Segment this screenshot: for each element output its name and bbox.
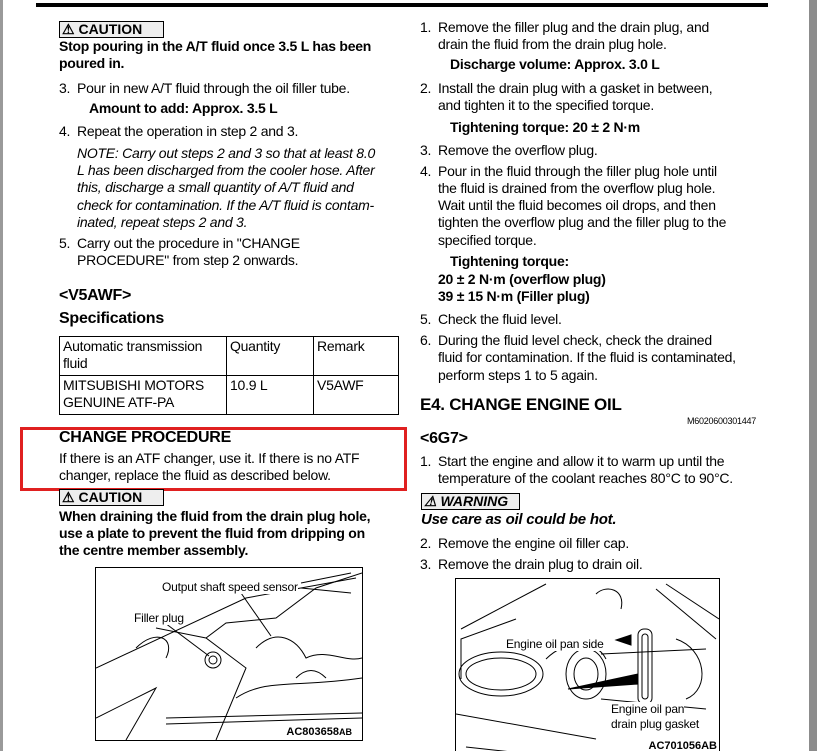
step-text: Check the fluid level. [438,311,562,327]
step-text: Install the drain plug with a gasket in between, [438,80,713,96]
table-row [60,376,399,415]
discharge-spec: Discharge volume: Approx. 3.0 L [450,56,660,72]
step-text: the fluid is drained from the overflow plug hole. [438,180,716,196]
step-text: perform steps 1 to 5 again. [438,367,598,383]
amount-spec: Amount to add: Approx. 3.5 L [89,100,278,116]
step-number: 3. [59,80,71,96]
caution-text-line: Stop pouring in the A/T fluid once 3.5 L has been [59,38,372,54]
step-number: 1. [420,19,432,35]
step-number: 3. [420,556,432,572]
note-line: NOTE: Carry out steps 2 and 3 so that at least 8.0 [77,145,375,161]
table-cell: V5AWF [314,376,399,415]
caution-text: CAUTION [78,489,143,505]
figure-id-text: AC803658 [286,726,339,738]
note-line: inated, repeat steps 2 and 3. [77,214,248,230]
caution-label [59,21,164,38]
caution-label [59,489,164,506]
step-text: Pour in new A/T fluid through the oil filler tube. [77,80,350,96]
step-text: Carry out the procedure in "CHANGE [77,235,300,251]
figure-id-text: AC701056 [648,740,702,751]
torque-spec: 20 ± 2 N·m (overflow plug) [438,271,606,287]
step-number: 5. [420,311,432,327]
step-number: 5. [59,235,71,251]
table-header: Remark [314,337,399,376]
note-line: check for contamination. If the A/T fluid is contam- [77,197,374,213]
change-text-line: If there is an ATF changer, use it. If there is no ATF [59,450,360,466]
caution-text-line: use a plate to prevent the fluid from dripping on [59,525,365,541]
figure-id [649,740,717,751]
caution-text-line: the centre member assembly. [59,542,249,558]
table-cell: 10.9 L [227,376,314,415]
step-text: Remove the overflow plug. [438,142,598,158]
warning-triangle-icon: ⚠ [424,493,437,509]
step-number: 3. [420,142,432,158]
step-text: PROCEDURE" from step 2 onwards. [77,252,299,268]
figure-label: Engine oil pan [611,702,685,716]
figure-label: drain plug gasket [611,717,699,731]
warning-label [421,493,520,510]
step-text: Remove the drain plug to drain oil. [438,556,643,572]
viewer-scrollbar[interactable] [809,0,817,751]
step-text: and tighten it to the specified torque. [438,97,654,113]
torque-spec: 39 ± 15 N·m (Filler plug) [438,288,590,304]
transmission-figure [95,567,363,741]
step-text: Start the engine and allow it to warm up until the [438,453,725,469]
step-text: Remove the filler plug and the drain plug, and [438,19,710,35]
note-line: L has been discharged from the cooler hose. After [77,162,375,178]
table-cell: MITSUBISHI MOTORS GENUINE ATF-PA [60,376,227,415]
table-header: Automatic transmission fluid [60,337,227,376]
engine-heading: <6G7> [420,430,468,447]
torque-spec: Tightening torque: [450,253,569,269]
header-rule [36,3,768,7]
table-header-row [60,337,399,376]
step-text: During the fluid level check, check the drained [438,332,712,348]
step-text: Repeat the operation in step 2 and 3. [77,123,299,139]
step-text: tighten the overflow plug and the filler plug to the [438,214,727,230]
change-text-line: changer, replace the fluid as described below. [59,467,331,483]
warning-triangle-icon: ⚠ [62,21,75,37]
spec-heading: Specifications [59,310,164,327]
section-code: M6020600301447 [687,416,757,426]
step-text: Remove the engine oil filler cap. [438,535,629,551]
step-text: Pour in the fluid through the filler plug hole until [438,163,717,179]
figure-label: Output shaft speed sensor [162,580,298,594]
caution-text-line: poured in. [59,55,125,71]
figure-id [286,726,352,738]
figure-label: Filler plug [134,611,184,625]
viewer-border-left [0,0,3,751]
torque-spec: Tightening torque: 20 ± 2 N·m [450,119,640,135]
step-text: specified torque. [438,232,537,248]
step-text: fluid for contamination. If the fluid is contaminated, [438,349,736,365]
step-number: 6. [420,332,432,348]
model-heading: <V5AWF> [59,287,132,304]
caution-text-line: When draining the fluid from the drain plug hole, [59,508,371,524]
figure-label: Engine oil pan side [506,637,604,651]
step-number: 2. [420,535,432,551]
note-line: this, discharge a small quantity of A/T fluid and [77,179,354,195]
step-number: 4. [420,163,432,179]
section-heading: E4. CHANGE ENGINE OIL [420,395,622,414]
figure-id-suffix: AB [701,740,717,751]
caution-text: CAUTION [78,21,143,37]
step-text: Wait until the fluid becomes oil drops, and then [438,197,716,213]
step-text: drain the fluid from the drain plug hole. [438,36,667,52]
warning-text: WARNING [440,493,509,509]
step-number: 4. [59,123,71,139]
step-text: temperature of the coolant reaches 80°C to 90°C. [438,470,733,486]
change-procedure-heading: CHANGE PROCEDURE [59,429,232,446]
spec-table [59,336,399,415]
step-number: 2. [420,80,432,96]
warning-text-line: Use care as oil could be hot. [421,511,617,528]
table-header: Quantity [227,337,314,376]
figure-id-suffix: AB [339,727,352,737]
oil-pan-figure [455,578,720,751]
warning-triangle-icon: ⚠ [62,489,75,505]
step-number: 1. [420,453,432,469]
